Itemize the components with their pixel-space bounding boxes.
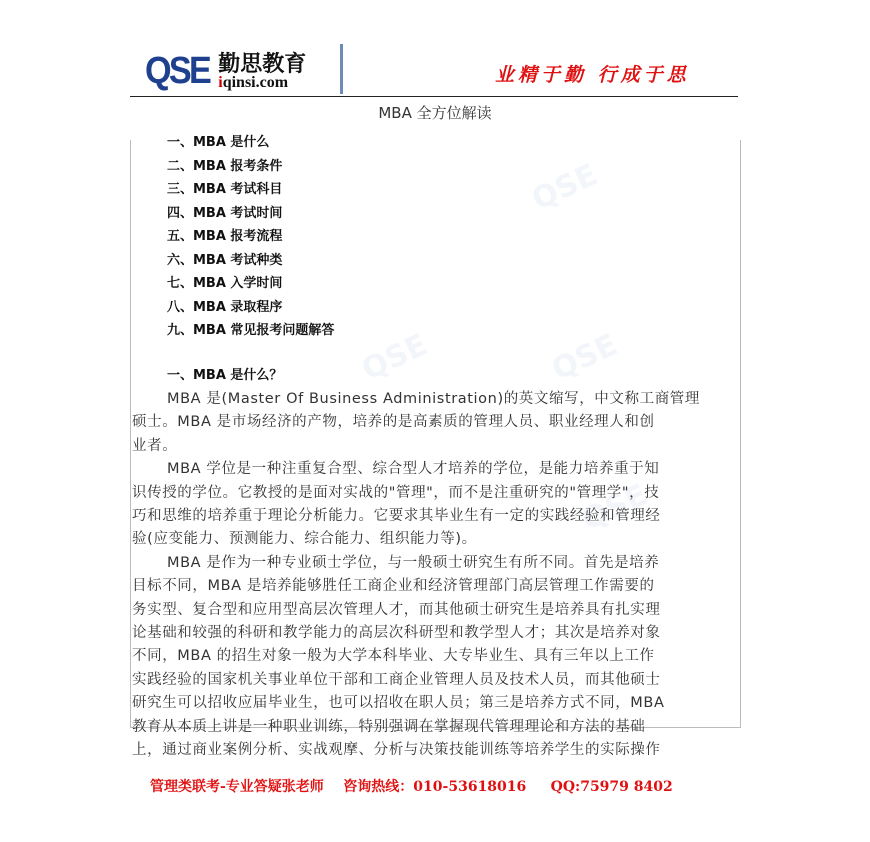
doc-title: MBA 全方位解读 bbox=[378, 104, 492, 122]
toc-item[interactable]: 六、MBA 考试种类 bbox=[167, 252, 283, 268]
paragraph-line: 研究生可以招收应届毕业生，也可以招收在职人员；第三是培养方式不同，MBA bbox=[132, 695, 665, 712]
header-divider bbox=[340, 44, 343, 94]
logo-cn: 勤思教育 bbox=[218, 50, 307, 77]
paragraph-line: 实践经验的国家机关事业单位干部和工商企业管理人员及技术人员，而其他硕士 bbox=[132, 671, 661, 688]
paragraph-line: MBA 是(Master Of Business Administration)的英文缩写，中文称工商管理 bbox=[167, 391, 701, 407]
paragraph-line: MBA 是作为一种专业硕士学位，与一般硕士研究生有所不同。首先是培养 bbox=[167, 554, 660, 571]
toc-item[interactable]: 九、MBA 常见报考问题解答 bbox=[167, 323, 335, 338]
content-frame: QSE QSE QSE QSE bbox=[130, 140, 741, 728]
qse-logo bbox=[145, 50, 306, 93]
paragraph-line: 识传授的学位。它教授的是面对实战的"管理"，而不是注重研究的"管理学"，技 bbox=[132, 484, 660, 501]
paragraph-line: 巧和思维的培养重于理论分析能力。它要求其毕业生有一定的实践经验和管理经 bbox=[132, 508, 661, 524]
footer-contact: 管理类联考-专业答疑张老师 咨询热线：010-53618016 QQ:75979 8402 bbox=[150, 779, 673, 795]
logo-url: iqinsi.com bbox=[218, 73, 289, 91]
section-heading: 一、MBA 是什么？ bbox=[167, 368, 283, 383]
logo-mark: QSE bbox=[145, 50, 210, 92]
paragraph-line: MBA 学位是一种注重复合型、综合型人才培养的学位，是能力培养重于知 bbox=[167, 461, 660, 478]
slogan: 业精于勤 行成于思 bbox=[495, 64, 690, 86]
toc-item[interactable]: 八、MBA 录取程序 bbox=[167, 299, 283, 315]
header-rule bbox=[130, 96, 738, 97]
toc-item[interactable]: 二、MBA 报考条件 bbox=[167, 158, 283, 174]
paragraph-line: 验(应变能力、预测能力、综合能力、组织能力等)。 bbox=[132, 531, 477, 548]
paragraph-line: 目标不同，MBA 是培养能够胜任工商企业和经济管理部门高层管理工作需要的 bbox=[132, 578, 655, 595]
paragraph-line: 业者。 bbox=[132, 437, 178, 454]
paragraph-line: 上，通过商业案例分析、实战观摩、分析与决策技能训练等培养学生的实际操作 bbox=[132, 742, 661, 758]
paragraph-line: 硕士。MBA 是市场经济的产物，培养的是高素质的管理人员、职业经理人和创 bbox=[132, 414, 655, 431]
toc-item[interactable]: 五、MBA 报考流程 bbox=[167, 229, 283, 244]
toc-item[interactable]: 七、MBA 入学时间 bbox=[167, 276, 283, 291]
paragraph-line: 论基础和较强的科研和教学能力的高层次科研型和教学型人才；其次是培养对象 bbox=[132, 625, 661, 641]
paragraph-line: 教育从本质上讲是一种职业训练，特别强调在掌握现代管理理论和方法的基础 bbox=[132, 718, 646, 735]
toc-item[interactable]: 三、MBA 考试科目 bbox=[167, 182, 283, 197]
toc-item[interactable]: 四、MBA 考试时间 bbox=[167, 205, 283, 221]
paragraph-line: 不同，MBA 的招生对象一般为大学本科毕业、大专毕业生、具有三年以上工作 bbox=[132, 648, 655, 665]
toc-item[interactable]: 一、MBA 是什么 bbox=[167, 135, 270, 150]
paragraph-line: 务实型、复合型和应用型高层次管理人才，而其他硕士研究生是培养具有扎实理 bbox=[132, 601, 661, 618]
